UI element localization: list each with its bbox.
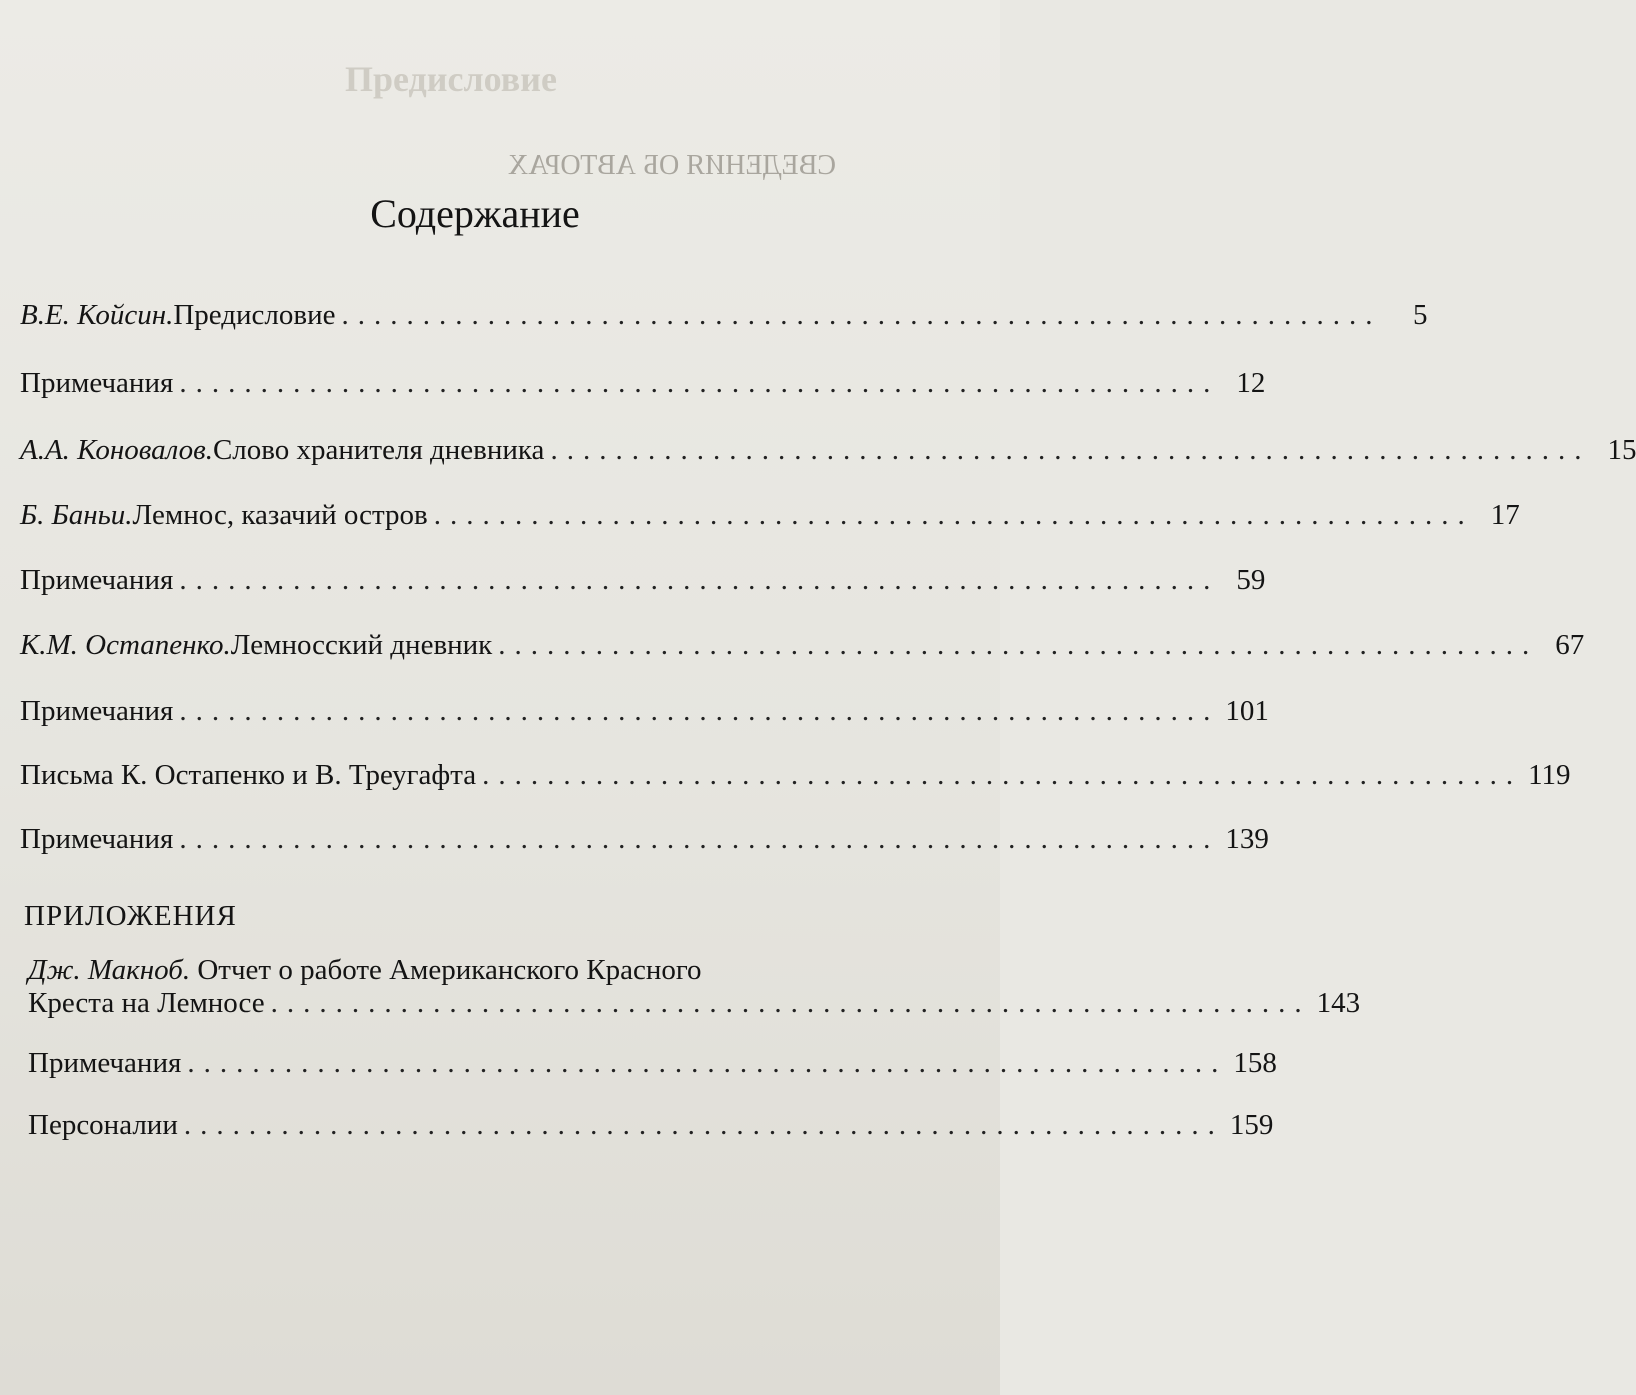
toc-entry-lemnos-island[interactable]	[20, 498, 1520, 532]
leader-dots: ................................................................	[341, 299, 1382, 331]
leader-dots: ................................................................	[270, 987, 1311, 1019]
entry-title: Лемнос, казачий остров	[132, 499, 428, 531]
entry-author: К.М. Остапенко.	[20, 629, 231, 661]
toc-entry-red-cross-line1[interactable]	[28, 953, 918, 987]
toc-title: Содержание	[370, 191, 580, 236]
toc-entry-diary[interactable]	[20, 628, 1585, 662]
toc-entry-notes-1[interactable]	[20, 366, 1266, 400]
leader-dots: ................................................................	[187, 1047, 1228, 1079]
toc-entry-persons[interactable]	[28, 1108, 1274, 1142]
entry-author: А.А. Коновалов.	[20, 434, 213, 466]
toc-entry-letters[interactable]	[20, 758, 1571, 792]
entry-author: Дж. Макноб.	[28, 954, 191, 986]
entry-title-cont: Креста на Лемносе	[28, 987, 265, 1019]
entry-page: 67	[1555, 629, 1585, 661]
toc-entry-notes-5[interactable]	[28, 1046, 1277, 1080]
entry-title: Примечания	[20, 367, 174, 399]
entry-page: 101	[1225, 695, 1269, 727]
entry-page: 119	[1528, 759, 1571, 791]
entry-title: Предисловие	[173, 299, 336, 331]
bleed-through-heading: Предисловие	[345, 59, 557, 99]
leader-dots: ................................................................	[179, 367, 1220, 399]
entry-page: 17	[1490, 499, 1520, 531]
entry-title: Примечания	[20, 564, 174, 596]
entry-page: 15	[1607, 434, 1636, 466]
entry-author: Б. Баньи.	[20, 499, 133, 531]
entry-page: 158	[1233, 1047, 1277, 1079]
bleed-through-about-authors: СВЕДЕНИЯ ОБ АВТОРАХ	[508, 150, 836, 181]
leader-dots: ................................................................	[433, 499, 1474, 531]
entry-title: Письма К. Остапенко и В. Треугафта	[20, 759, 477, 791]
entry-author: В.Е. Койсин.	[20, 299, 174, 331]
entry-page: 5	[1412, 299, 1428, 331]
entry-title: Отчет о работе Американского Красного	[190, 954, 702, 986]
entry-title: Персоналии	[28, 1109, 178, 1141]
leader-dots: ................................................................	[179, 564, 1220, 596]
toc-entry-notes-2[interactable]	[20, 563, 1266, 597]
entry-title: Примечания	[20, 823, 174, 855]
leader-dots: ................................................................	[550, 434, 1591, 466]
entry-title: Примечания	[20, 695, 174, 727]
leader-dots: ................................................................	[179, 823, 1220, 855]
toc-entry-notes-4[interactable]	[20, 822, 1269, 856]
toc-entry-notes-3[interactable]	[20, 694, 1269, 728]
entry-page: 143	[1316, 987, 1361, 1019]
leader-dots: ................................................................	[482, 759, 1523, 791]
entry-page: 139	[1225, 823, 1269, 855]
leader-dots: ................................................................	[183, 1109, 1224, 1141]
entry-page: 59	[1236, 564, 1266, 596]
toc-entry-preface[interactable]	[20, 298, 1428, 332]
entry-page: 159	[1229, 1109, 1274, 1141]
entry-title: Примечания	[28, 1047, 182, 1079]
leader-dots: ................................................................	[179, 695, 1220, 727]
toc-entry-keeper-word[interactable]	[20, 433, 1636, 467]
entry-title: Лемносский дневник	[230, 629, 493, 661]
entry-title: Слово хранителя дневника	[212, 434, 545, 466]
leader-dots: ................................................................	[498, 629, 1539, 661]
appendix-heading: ПРИЛОЖЕНИЯ	[24, 900, 237, 932]
toc-entry-red-cross[interactable]	[28, 986, 1361, 1020]
entry-page: 12	[1236, 367, 1266, 399]
